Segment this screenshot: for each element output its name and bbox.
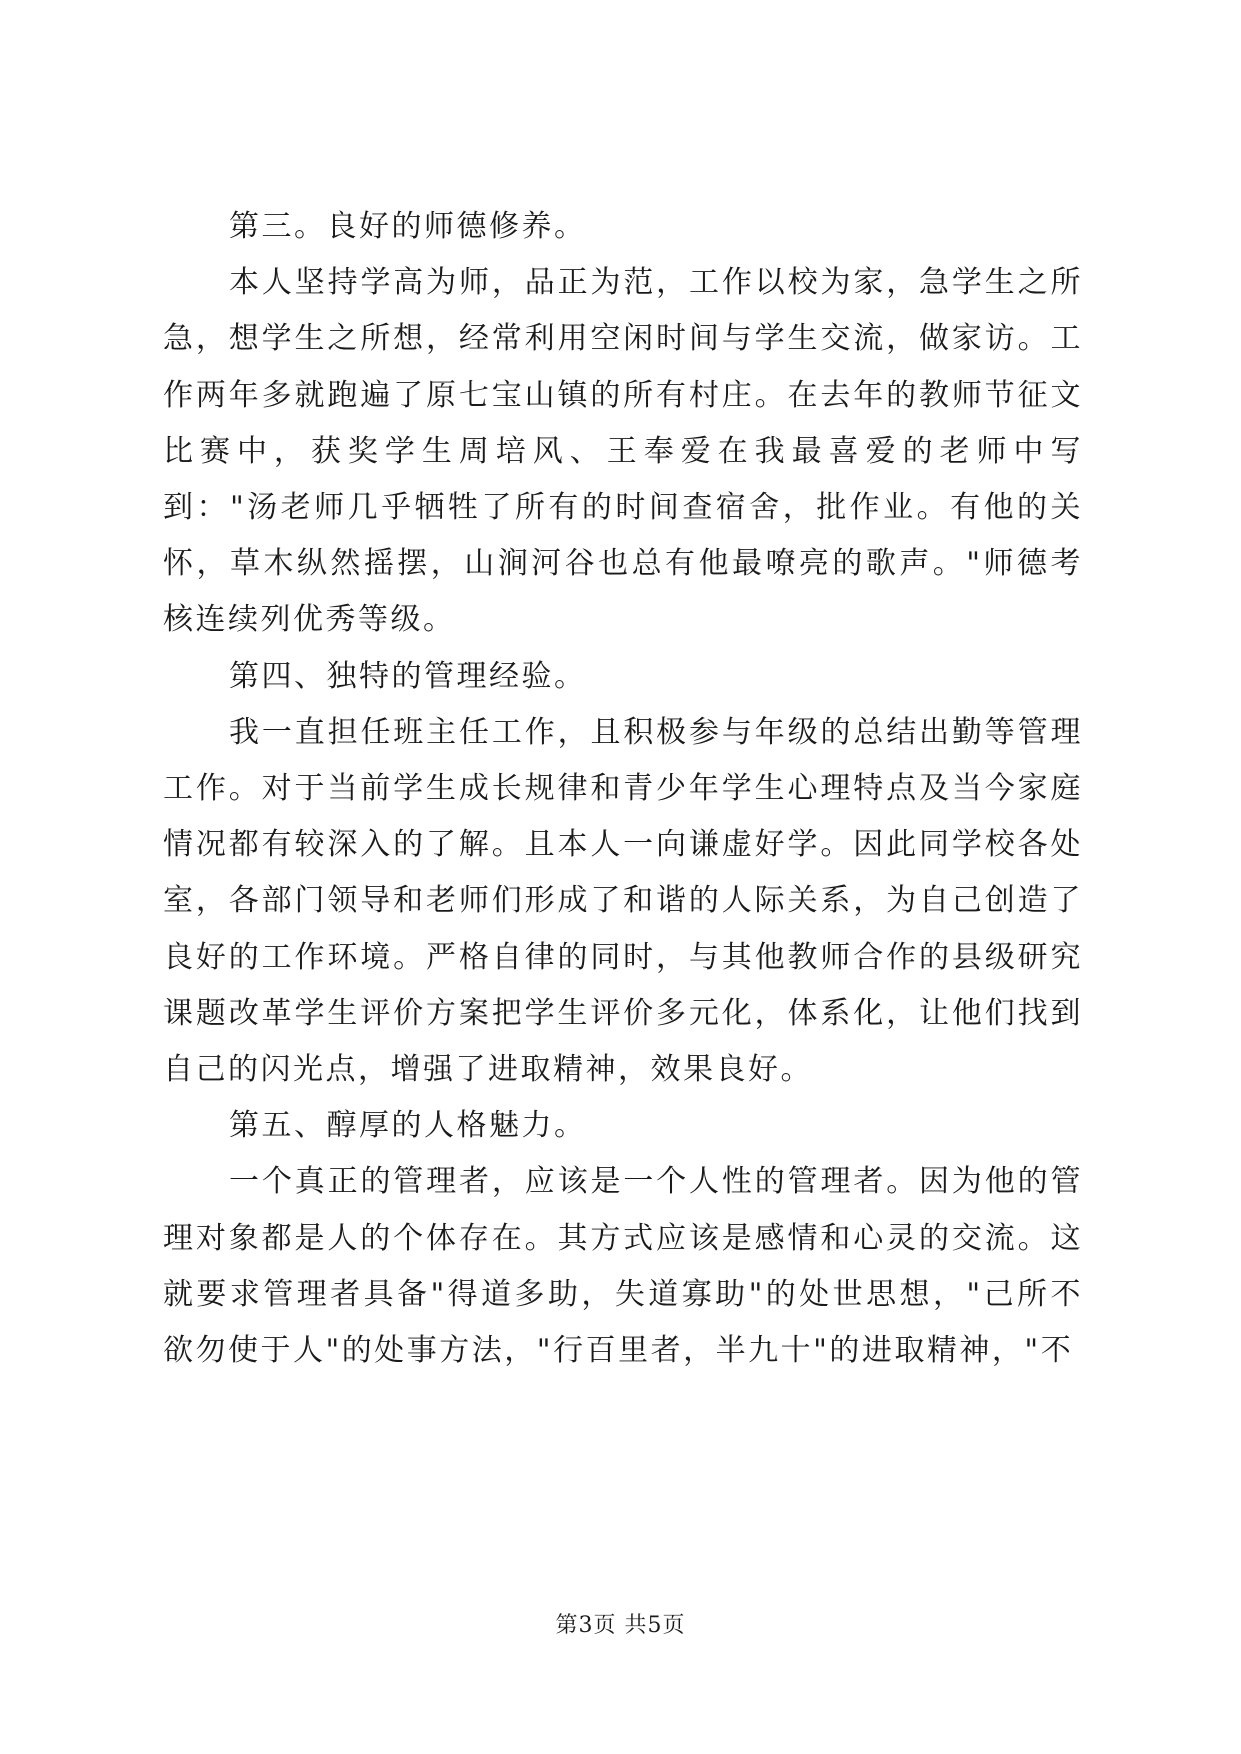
- paragraph-management-experience: 我一直担任班主任工作，且积极参与年级的总结出勤等管理工作。对于当前学生成长规律和青少年学生心理特点及当今家庭情况都有较深入的了解。且本人一向谦虚好学。因此同学校各处室，各部门领导和老师们形成了和谐的人际关系，为自己创造了良好的工作环境。严格自律的同时，与其他教师合作的县级研究课题改革学生评价方案把学生评价多元化，体系化，让他们找到自己的闪光点，增强了进取精神，效果良好。: [163, 714, 1083, 1088]
- paragraph-teacher-ethics: 本人坚持学高为师，品正为范，工作以校为家，急学生之所急，想学生之所想，经常利用空闲时间与学生交流，做家访。工作两年多就跑遍了原七宝山镇的所有村庄。在去年的教师节征文比赛中，获奖学生周培风、王奉爱在我最喜爱的老师中写到："汤老师几乎牺牲了所有的时间查宿舍，批作业。有他的关怀，草木纵然摇摆，山涧河谷也总有他最嘹亮的歌声。"师德考核连续列优秀等级。: [163, 265, 1083, 638]
- paragraph-personality: 一个真正的管理者，应该是一个人性的管理者。因为他的管理对象都是人的个体存在。其方式应该是感情和心灵的交流。这就要求管理者具备"得道多助，失道寡助"的处世思想，"己所不欲勿使于人"的处事方法，"行百里者，半九十"的进取精神，"不: [163, 1164, 1083, 1369]
- page-number-footer: 第3页 共5页: [555, 1613, 686, 1638]
- section-heading-fifth: 第五、醇厚的人格魅力。: [229, 1108, 587, 1144]
- document-body: [163, 199, 1083, 1379]
- section-heading-fourth: 第四、独特的管理经验。: [229, 658, 587, 694]
- section-heading-third: 第三。良好的师德修养。: [229, 209, 587, 244]
